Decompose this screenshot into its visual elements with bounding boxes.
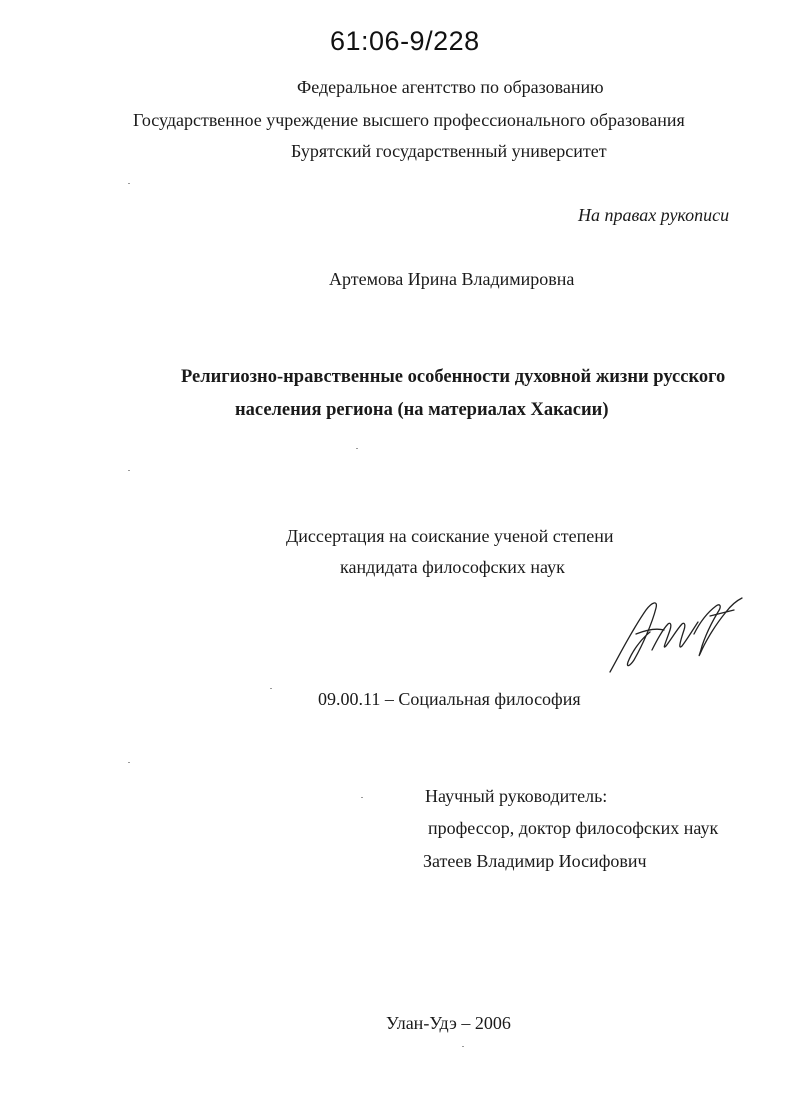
supervisor-heading: Научный руководитель: (425, 786, 608, 806)
scan-speck (128, 183, 130, 184)
author-name: Артемова Ирина Владимировна (329, 269, 575, 289)
degree-line-1: Диссертация на соискание ученой степени (286, 526, 614, 546)
supervisor-name: Затеев Владимир Иосифович (423, 851, 647, 871)
scan-speck (270, 688, 272, 689)
degree-line-2: кандидата философских наук (340, 557, 565, 577)
thesis-title-line-1: Религиозно-нравственные особенности духовной жизни русского (181, 367, 726, 387)
institution-type: Государственное учреждение высшего профессионального образования (133, 110, 685, 130)
specialty: 09.00.11 – Социальная философия (318, 689, 581, 709)
archive-code: 61:06-9/228 (330, 26, 480, 56)
institution-university: Бурятский государственный университет (291, 141, 607, 161)
scan-speck (128, 762, 130, 763)
supervisor-rank: профессор, доктор философских наук (428, 818, 719, 838)
institution-agency: Федеральное агентство по образованию (297, 77, 604, 97)
scan-speck (356, 448, 358, 449)
scan-speck (462, 1046, 464, 1047)
scan-speck (128, 470, 130, 471)
handwritten-signature (606, 594, 746, 676)
thesis-title-line-2: населения региона (на материалах Хакасии) (235, 400, 609, 420)
place-year: Улан-Удэ – 2006 (386, 1013, 511, 1033)
scan-speck (361, 797, 363, 798)
rights-note: На правах рукописи (578, 205, 730, 225)
